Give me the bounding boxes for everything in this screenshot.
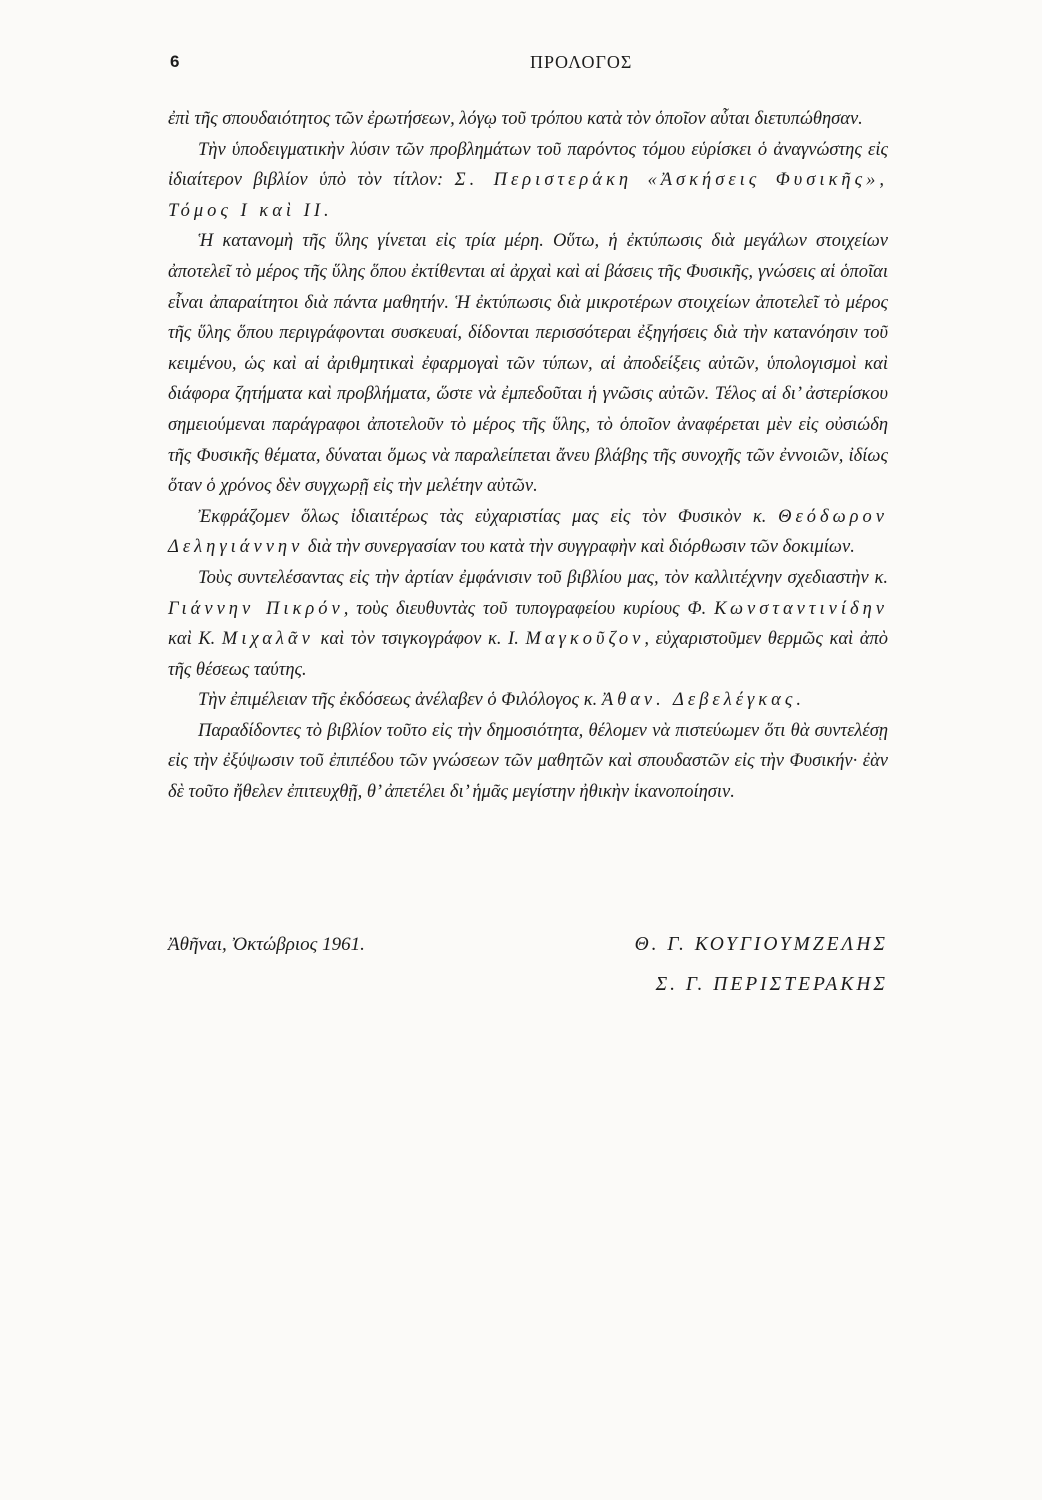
paragraph-thanks-contributors <box>168 563 888 685</box>
paragraph-thanks-physicist <box>168 502 888 563</box>
person-name: Μαγκοῦζον <box>525 629 645 650</box>
paragraph-material-division: Ἡ κατανομὴ τῆς ὕλης γίνεται εἰς τρία μέρη. Οὕτω, ἡ ἐκτύπωσις διὰ μεγάλων στοιχείων ἀποτελεῖ τὸ μέρος τῆς ὕλης ὅπου ἐκτίθενται αἱ ἀρχαὶ καὶ αἱ βάσεις τῆς Φυσικῆς, γνώσεις αἱ ὁποῖαι εἶναι ἀπαραίτητοι διὰ πάντα μαθητήν. Ἡ ἐκτύπωσις διὰ μικροτέρων στοιχείων ἀποτελεῖ τὸ μέρος τῆς ὕλης ὅπου περιγράφονται συσκευαί, δίδονται περισσότεραι ἐξηγήσεις διὰ τὴν κατανόησιν τοῦ κειμένου, ὡς καὶ αἱ ἀριθμητικαὶ ἐφαρμογαὶ τῶν τύπων, αἱ ἀποδείξεις αὐτῶν, ὑπολογισμοὶ καὶ διάφορα ζητήματα καὶ προβλήματα, ὥστε νὰ ἐμπεδοῦται ἡ γνῶσις αὐτῶν. Τέλος αἱ δι’ ἀστερίσκου σημειούμεναι παράγραφοι ἀποτελοῦν τὸ μέρος τῆς ὕλης, τὸ ὁποῖον ἀναφέρεται μὲν εἰς οὐσιώδη τῆς Φυσικῆς θέματα, δύναται ὅμως νὰ παραλείπεται ἄνευ βλάβης τῆς συνοχῆς τῶν ἐννοιῶν, ἰδίως ὅταν ὁ χρόνος δὲν συγχωρῇ εἰς τὴν μελέτην αὐτῶν. <box>168 231 888 497</box>
paragraph-text: Τὴν ὑποδειγματικὴν λύσιν τῶν προβλημάτων τοῦ παρόντος τόμου εὑρίσκει ὁ ἀναγνώστης εἰς ἰδιαίτερον βιβλίον ὑπὸ τὸν τίτλον: <box>168 139 888 191</box>
paragraph-solutions-book <box>168 135 888 227</box>
person-name: Κωνσταντινίδην <box>714 598 888 619</box>
page-number: 6 <box>170 52 180 71</box>
person-name: Θεόδωρον Δεληγιάννην <box>168 506 888 558</box>
paragraph-text: διὰ τὴν συνεργασίαν του κατὰ τὴν συγγραφὴν καὶ διόρθωσιν τῶν δοκιμίων. <box>303 537 855 558</box>
book-title: Σ. Περιστεράκη «Ἀσκήσεις Φυσικῆς», Τόμος I καὶ II. <box>168 170 888 221</box>
preface-body <box>168 104 888 808</box>
person-name: Γιάννην Πικρόν <box>168 598 344 619</box>
paragraph-text: Τὴν ἐπιμέλειαν τῆς ἐκδόσεως ἀνέλαβεν ὁ Φιλόλογος κ. <box>198 690 602 711</box>
person-name: Μιχαλᾶν <box>221 629 314 650</box>
paragraph-text: , τοὺς διευθυντὰς τοῦ τυπογραφείου κυρίους Φ. <box>343 598 715 619</box>
paragraph-text: καὶ Κ. <box>168 629 222 650</box>
paragraph-text: καὶ τὸν τσιγκογράφον κ. I. <box>313 629 526 650</box>
person-name: Ἀθαν. Δεβελέγκας. <box>601 690 806 711</box>
author-signature: Θ. Γ. ΚΟΥΓΙΟΥΜΖΕΛΗΣ <box>634 934 888 955</box>
running-head <box>0 48 1042 78</box>
running-title: ΠΡΟΛΟΓΟΣ <box>530 52 633 72</box>
signature-block <box>168 926 888 1016</box>
paragraph-text: Τοὺς συντελέσαντας εἰς τὴν ἀρτίαν ἐμφάνισιν τοῦ βιβλίου μας, τὸν καλλιτέχνην σχεδιαστὴν κ. <box>198 567 888 588</box>
paragraph-text: Ἐκφράζομεν ὅλως ἰδιαιτέρως τὰς εὐχαριστίας μας εἰς τὸν Φυσικὸν κ. <box>198 506 779 527</box>
paragraph-continuation: ἐπὶ τῆς σπουδαιότητος τῶν ἐρωτήσεων, λόγῳ τοῦ τρόπου κατὰ τὸν ὁποῖον αὗται διετυπώθησαν. <box>168 109 863 129</box>
place-date: Ἀθῆναι, Ὀκτώβριος 1961. <box>168 934 365 955</box>
author-signature: Σ. Γ. ΠΕΡΙΣΤΕΡΑΚΗΣ <box>655 974 888 995</box>
paragraph-text: , εὐχαριστοῦμεν θερμῶς καὶ ἀπὸ τῆς θέσεως ταύτης. <box>168 629 889 680</box>
paragraph-editor <box>168 685 888 716</box>
paragraph-closing: Παραδίδοντες τὸ βιβλίον τοῦτο εἰς τὴν δημοσιότητα, θέλομεν νὰ πιστεύωμεν ὅτι θὰ συντελέσῃ εἰς τὴν ἐξύψωσιν τοῦ ἐπιπέδου τῶν γνώσεων τῶν μαθητῶν καὶ σπουδαστῶν εἰς τὴν Φυσικήν· ἐὰν δὲ τοῦτο ἤθελεν ἐπιτευχθῇ, θ’ ἀπετέλει δι’ ἡμᾶς μεγίστην ἠθικὴν ἱκανοποίησιν. <box>168 720 888 803</box>
